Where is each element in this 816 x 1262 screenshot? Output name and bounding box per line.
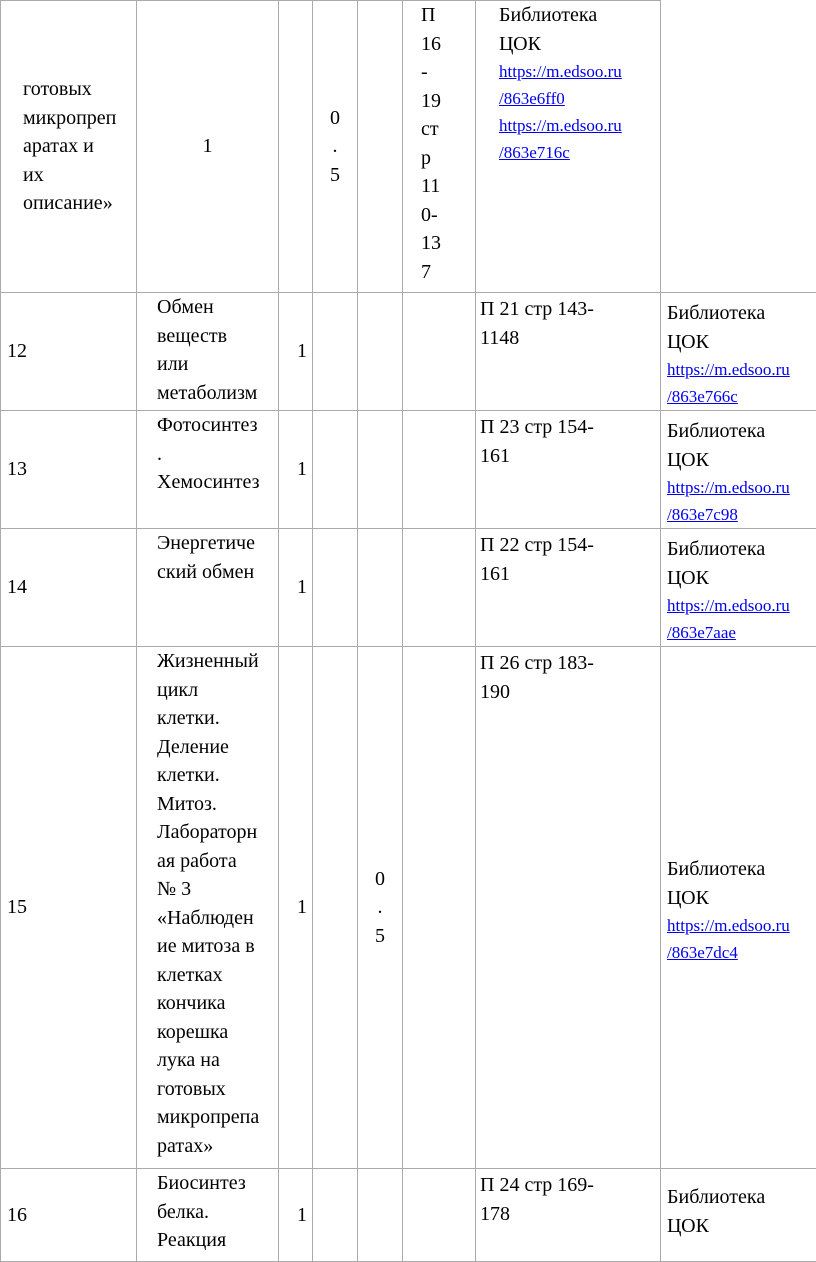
topic-line: Обмен (157, 293, 274, 322)
lesson-topic-cell (137, 647, 279, 1169)
lesson-topic-cell (137, 1169, 279, 1262)
practical-cell (358, 411, 403, 529)
control-cell (313, 529, 358, 647)
resource-cell (476, 1, 661, 293)
homework-line: 16 (421, 30, 471, 59)
topic-line: ая работа (157, 847, 274, 876)
homework-line: 11 (421, 172, 471, 201)
resource-link[interactable]: /863e7dc4 (667, 939, 812, 966)
resource-title-line: ЦОК (499, 30, 656, 59)
control-cell (313, 1169, 358, 1262)
topic-line: Лабораторн (157, 818, 274, 847)
topic-line: «Наблюден (157, 904, 274, 933)
lesson-number-cell: 15 (1, 647, 137, 1169)
topic-line: ие митоза в (157, 932, 274, 961)
table-row (1, 1169, 816, 1262)
date-cell (403, 411, 476, 529)
lesson-topic-cell (1, 1, 137, 293)
homework-line: П 24 стр 169- (480, 1171, 656, 1200)
homework-line: П 22 стр 154- (480, 531, 656, 560)
homework-line: 1148 (480, 324, 656, 353)
topic-line: цикл (157, 676, 274, 705)
homework-line: 0- (421, 201, 471, 230)
homework-line: 161 (480, 560, 656, 589)
resource-link[interactable]: https://m.edsoo.ru (667, 592, 812, 619)
topic-line: или (157, 350, 274, 379)
control-cell (279, 1, 313, 293)
control-cell (313, 293, 358, 411)
hours-cell: 1 (279, 411, 313, 529)
resource-cell (661, 411, 816, 529)
homework-line: П (421, 1, 471, 30)
homework-cell (476, 1169, 661, 1262)
topic-line: белка. (157, 1198, 274, 1227)
hours-cell: 1 (279, 529, 313, 647)
topic-line: кончика (157, 989, 274, 1018)
practical-line: 0 (362, 865, 398, 894)
topic-line: готовых (157, 1075, 274, 1104)
topic-line: метаболизм (157, 379, 274, 408)
resource-link[interactable]: https://m.edsoo.ru (499, 58, 656, 85)
homework-cell (476, 647, 661, 1169)
topic-line: лука на (157, 1046, 274, 1075)
table-row (1, 293, 816, 411)
topic-line: . (157, 440, 274, 469)
homework-line: ст (421, 115, 471, 144)
resource-cell (661, 647, 816, 1169)
resource-link[interactable]: /863e716c (499, 139, 656, 166)
topic-line: клетках (157, 961, 274, 990)
resource-cell (661, 293, 816, 411)
practical-cell (358, 293, 403, 411)
hours-cell: 1 (137, 1, 279, 293)
resource-title-line: Библиотека (667, 1183, 812, 1212)
resource-title-line: ЦОК (667, 884, 812, 913)
hours-cell: 1 (279, 647, 313, 1169)
date-cell (358, 1, 403, 293)
homework-line: 19 (421, 87, 471, 116)
lesson-number-cell: 12 (1, 293, 137, 411)
lesson-topic-cell (137, 529, 279, 647)
practical-cell (313, 1, 358, 293)
empty-cell (661, 1, 816, 293)
practical-line: . (362, 893, 398, 922)
topic-line: ский обмен (157, 558, 274, 587)
lesson-topic-cell (137, 293, 279, 411)
control-cell (313, 647, 358, 1169)
topic-line: готовых (23, 75, 132, 104)
resource-title-line: ЦОК (667, 564, 812, 593)
topic-line: описание» (23, 189, 132, 218)
topic-line: корешка (157, 1018, 274, 1047)
topic-line: Жизненный (157, 647, 274, 676)
date-cell (403, 647, 476, 1169)
homework-line: 161 (480, 442, 656, 471)
practical-line: 5 (317, 161, 353, 190)
practical-line: 0 (317, 104, 353, 133)
topic-line: клетки. (157, 761, 274, 790)
homework-cell (476, 293, 661, 411)
lesson-number-cell: 13 (1, 411, 137, 529)
topic-line: Хемосинтез (157, 468, 274, 497)
table-row (1, 1, 816, 293)
topic-line: № 3 (157, 875, 274, 904)
hours-cell: 1 (279, 1169, 313, 1262)
practical-cell (358, 1169, 403, 1262)
lesson-topic-cell (137, 411, 279, 529)
resource-link[interactable]: /863e7c98 (667, 501, 812, 528)
resource-title-line: Библиотека (667, 417, 812, 446)
resource-title-line: Библиотека (667, 535, 812, 564)
topic-line: Биосинтез (157, 1169, 274, 1198)
hours-cell: 1 (279, 293, 313, 411)
table-row (1, 529, 816, 647)
topic-line: клетки. (157, 704, 274, 733)
homework-cell (476, 411, 661, 529)
resource-title-line: ЦОК (667, 328, 812, 357)
practical-line: 5 (362, 922, 398, 951)
resource-title-line: ЦОК (667, 1212, 812, 1241)
resource-link[interactable]: https://m.edsoo.ru (499, 112, 656, 139)
control-cell (313, 411, 358, 529)
resource-title-line: Библиотека (667, 299, 812, 328)
homework-cell (403, 1, 476, 293)
topic-line: микропрепа (157, 1103, 274, 1132)
topic-line: Реакция (157, 1226, 274, 1255)
homework-line: 178 (480, 1200, 656, 1229)
lesson-number-cell: 14 (1, 529, 137, 647)
homework-cell (476, 529, 661, 647)
resource-link[interactable]: /863e7aae (667, 619, 812, 646)
practical-cell (358, 529, 403, 647)
table-row (1, 411, 816, 529)
practical-cell (358, 647, 403, 1169)
topic-line: ратах» (157, 1132, 274, 1161)
table-row (1, 647, 816, 1169)
homework-line: 190 (480, 678, 656, 707)
topic-line: Энергетиче (157, 529, 274, 558)
date-cell (403, 1169, 476, 1262)
homework-line: 13 (421, 229, 471, 258)
homework-line: р (421, 144, 471, 173)
topic-line: Деление (157, 733, 274, 762)
topic-line: аратах и (23, 132, 132, 161)
topic-line: Фотосинтез (157, 411, 274, 440)
resource-title-line: Библиотека (499, 1, 656, 30)
topic-line: микропреп (23, 104, 132, 133)
date-cell (403, 293, 476, 411)
homework-line: - (421, 58, 471, 87)
resource-link[interactable]: /863e6ff0 (499, 85, 656, 112)
topic-line: веществ (157, 322, 274, 351)
resource-link[interactable]: /863e766c (667, 383, 812, 410)
lesson-number-cell: 16 (1, 1169, 137, 1262)
homework-line: 7 (421, 258, 471, 287)
homework-line: П 21 стр 143- (480, 295, 656, 324)
homework-line: П 23 стр 154- (480, 413, 656, 442)
topic-line: их (23, 161, 132, 190)
resource-cell (661, 529, 816, 647)
resource-title-line: ЦОК (667, 446, 812, 475)
resource-link[interactable]: https://m.edsoo.ru (667, 474, 812, 501)
practical-line: . (317, 132, 353, 161)
topic-line: Митоз. (157, 790, 274, 819)
homework-line: П 26 стр 183- (480, 649, 656, 678)
date-cell (403, 529, 476, 647)
resource-title-line: Библиотека (667, 855, 812, 884)
resource-link[interactable]: https://m.edsoo.ru (667, 912, 812, 939)
resource-cell (661, 1169, 816, 1262)
resource-link[interactable]: https://m.edsoo.ru (667, 356, 812, 383)
